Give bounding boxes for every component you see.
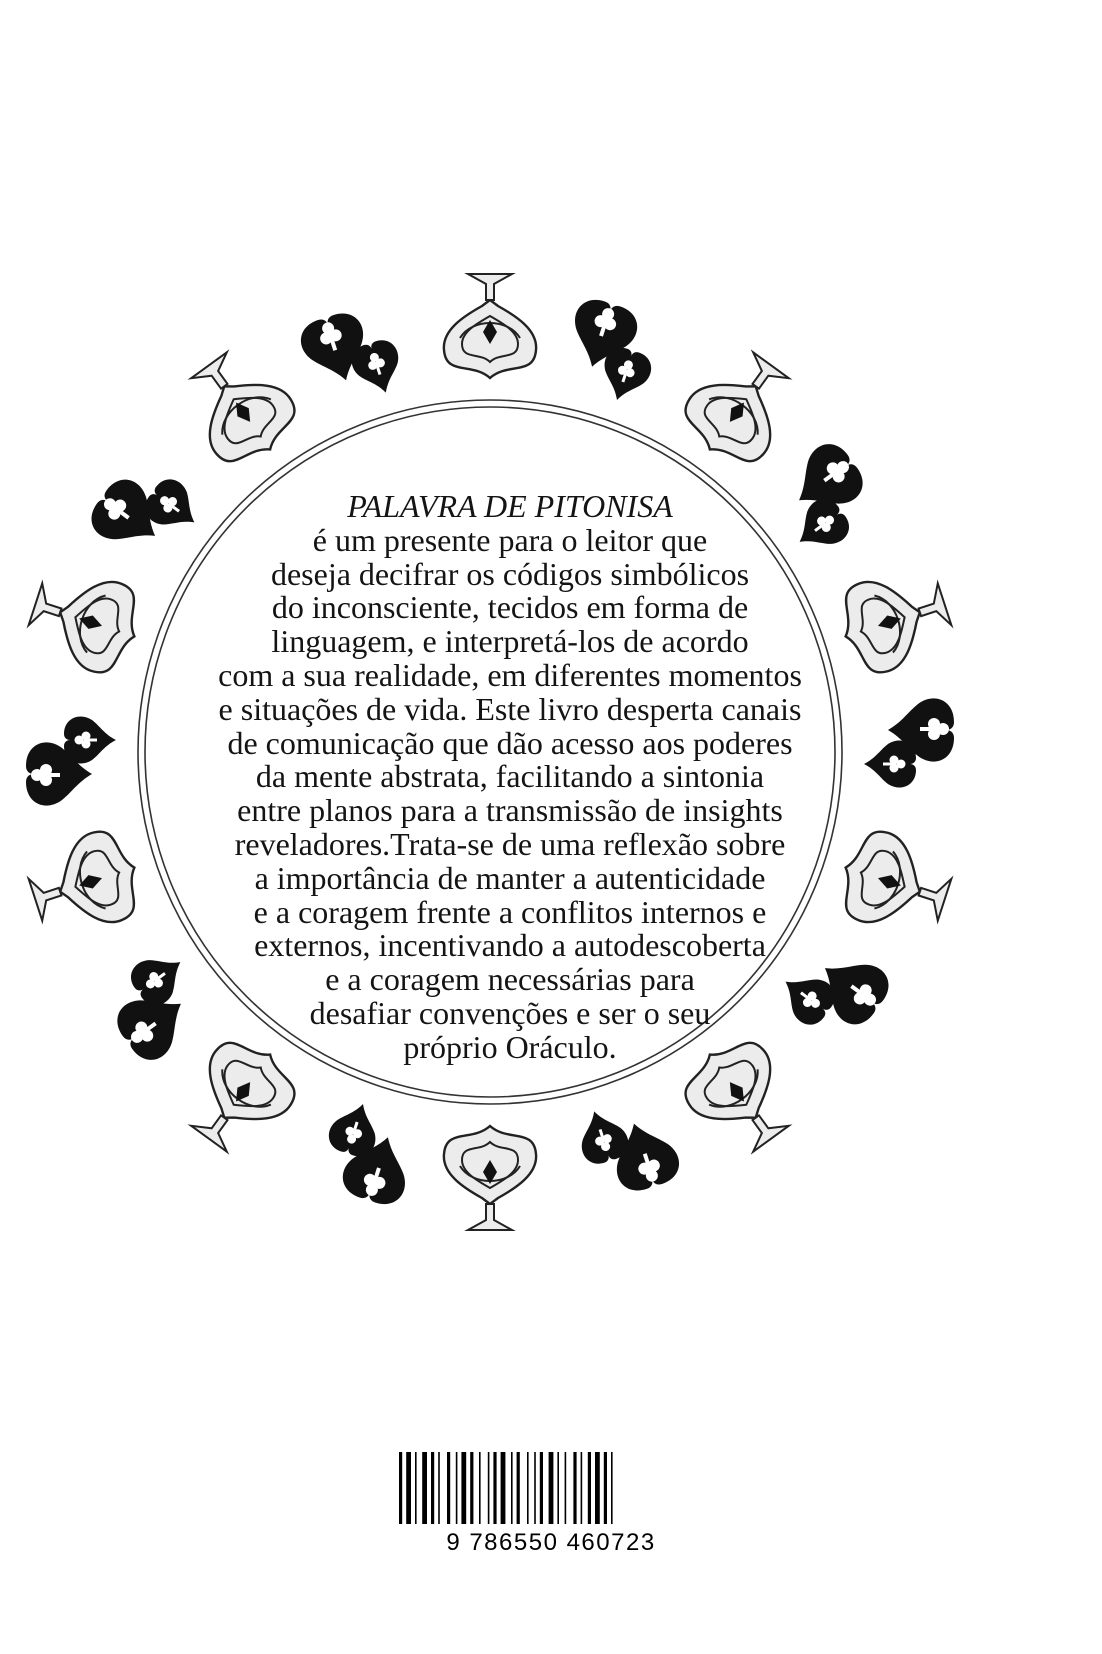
barcode-bar xyxy=(549,1452,554,1524)
heart-diamond-chalice-icon xyxy=(21,824,148,944)
blurb-line: e a coragem necessárias para xyxy=(325,961,695,998)
barcode-bar xyxy=(581,1452,583,1524)
barcode-bar xyxy=(557,1452,559,1524)
blurb-line: entre planos para a transmissão de insights xyxy=(237,792,783,829)
barcode-bars xyxy=(395,1452,622,1524)
card-suits-pair-icon xyxy=(313,1097,426,1210)
card-suits-pair-icon xyxy=(555,294,668,407)
back-cover-blurb xyxy=(160,490,860,1065)
isbn-number xyxy=(0,1529,1102,1557)
barcode-bar xyxy=(534,1452,536,1524)
barcode-bar xyxy=(511,1452,513,1524)
blurb-line: da mente abstrata, facilitando a sintonia xyxy=(255,758,765,795)
blurb-line: é um presente para o leitor que xyxy=(312,521,708,558)
barcode-bar xyxy=(431,1452,434,1524)
barcode-bar xyxy=(461,1452,466,1524)
barcode-bar xyxy=(517,1452,520,1524)
barcode-bar xyxy=(493,1452,496,1524)
barcode-bar xyxy=(422,1452,427,1524)
blurb-line: e a coragem frente a conflitos internos e xyxy=(253,893,767,930)
barcode-bar xyxy=(479,1452,481,1524)
blurb-line: reveladores.Trata-se de uma reflexão sobre xyxy=(234,825,786,862)
barcode-bar xyxy=(604,1452,607,1524)
blurb-line: de comunicação que dão acesso aos poderes xyxy=(227,724,793,761)
heart-diamond-chalice-icon xyxy=(21,560,148,680)
barcode-bar xyxy=(573,1452,576,1524)
blurb-line: deseja decifrar os códigos simbólicos xyxy=(270,555,750,592)
blurb-line: externos, incentivando a autodescoberta xyxy=(254,927,766,964)
heart-diamond-chalice-icon xyxy=(673,338,809,476)
barcode-bar xyxy=(540,1452,543,1524)
heart-diamond-chalice-icon xyxy=(444,1126,536,1230)
barcode-bar xyxy=(456,1452,458,1524)
barcode-bar xyxy=(415,1452,417,1524)
blurb-line: do inconsciente, tecidos em forma de xyxy=(271,589,749,626)
barcode-bar xyxy=(565,1452,567,1524)
blurb-line: a importância de manter a autenticidade xyxy=(254,859,766,896)
blurb-line: e situações de vida. Este livro desperta canais xyxy=(218,690,802,727)
card-suits-pair-icon xyxy=(26,716,116,805)
isbn-barcode xyxy=(395,1452,622,1578)
book-title: PALAVRA DE PITONISA xyxy=(347,488,673,524)
heart-diamond-chalice-icon xyxy=(444,274,536,378)
barcode-bar xyxy=(447,1452,450,1524)
heart-diamond-chalice-icon xyxy=(172,338,308,476)
barcode-bar xyxy=(399,1452,402,1524)
barcode-bar xyxy=(438,1452,440,1524)
barcode-bar xyxy=(588,1452,591,1524)
blurb-line: com a sua realidade, em diferentes momentos xyxy=(218,656,802,693)
barcode-bar xyxy=(406,1452,411,1524)
barcode-bar xyxy=(488,1452,490,1524)
barcode-bar xyxy=(470,1452,473,1524)
barcode-bar xyxy=(611,1452,613,1524)
card-suits-pair-icon xyxy=(864,698,954,787)
card-suits-pair-icon xyxy=(296,300,409,413)
blurb-line: desafiar convenções e ser o seu xyxy=(309,994,711,1031)
card-suits-pair-icon xyxy=(572,1091,685,1204)
blurb-line: próprio Oráculo. xyxy=(403,1028,617,1065)
blurb-line: linguagem, e interpretá-los de acordo xyxy=(271,623,749,660)
barcode-bar xyxy=(527,1452,529,1524)
isbn-text: 9 786550 460723 xyxy=(442,1529,659,1556)
barcode-bar xyxy=(595,1452,600,1524)
barcode-bar xyxy=(501,1452,506,1524)
